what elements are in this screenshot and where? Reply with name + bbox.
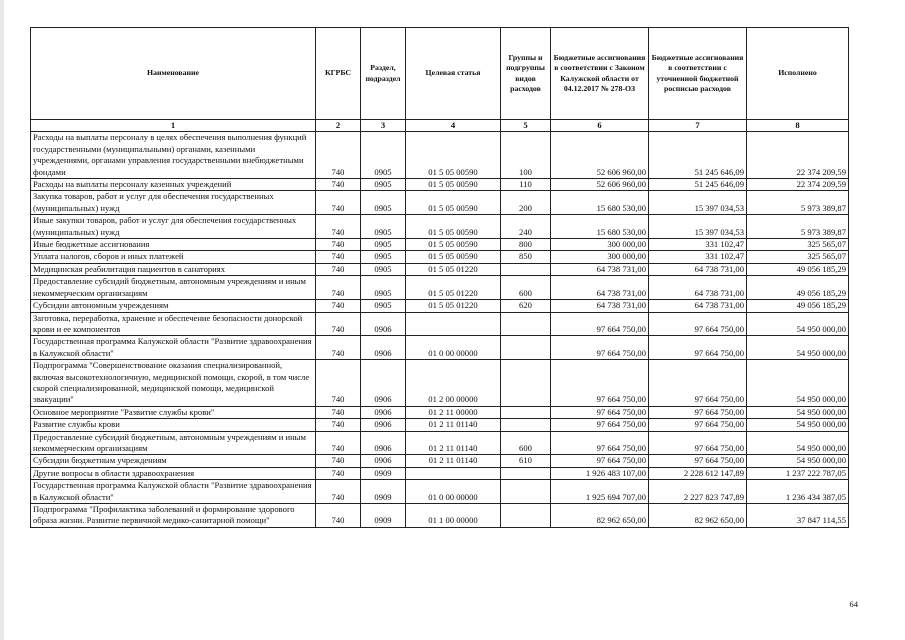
row-refined-amount: 331 102,47	[649, 239, 747, 251]
header-row	[31, 28, 849, 120]
table-row	[31, 300, 849, 312]
row-group: 100	[501, 132, 551, 179]
row-executed-amount: 49 056 185,29	[747, 263, 849, 275]
row-name: Иные закупки товаров, работ и услуг для обеспечения государственных (муниципальных) нужд	[31, 215, 316, 239]
row-kgrbs: 740	[316, 431, 361, 455]
row-target: 01 5 05 01220	[406, 276, 501, 300]
row-section: 0905	[361, 263, 406, 275]
row-executed-amount: 54 950 000,00	[747, 419, 849, 431]
col-header-law: Бюджетные ассигнования в соответствии с Законом Калужской области от 04.12.2017 № 278-ОЗ	[551, 28, 649, 120]
row-refined-amount: 82 962 650,00	[649, 504, 747, 528]
row-kgrbs: 740	[316, 239, 361, 251]
row-target: 01 5 05 00590	[406, 251, 501, 263]
row-name: Уплата налогов, сборов и иных платежей	[31, 251, 316, 263]
row-section: 0909	[361, 504, 406, 528]
row-group	[501, 312, 551, 336]
row-name: Иные бюджетные ассигнования	[31, 239, 316, 251]
row-refined-amount: 97 664 750,00	[649, 419, 747, 431]
table-row	[31, 431, 849, 455]
row-kgrbs: 740	[316, 336, 361, 360]
col-num: 2	[316, 120, 361, 132]
row-law-amount: 97 664 750,00	[551, 406, 649, 418]
row-refined-amount: 51 245 646,09	[649, 179, 747, 191]
row-group	[501, 480, 551, 504]
row-kgrbs: 740	[316, 467, 361, 479]
row-section: 0905	[361, 276, 406, 300]
table-row	[31, 455, 849, 467]
row-target	[406, 467, 501, 479]
row-refined-amount: 15 397 034,53	[649, 215, 747, 239]
row-section: 0906	[361, 419, 406, 431]
row-refined-amount: 2 228 612 147,89	[649, 467, 747, 479]
row-kgrbs: 740	[316, 406, 361, 418]
row-kgrbs: 740	[316, 419, 361, 431]
row-section: 0905	[361, 191, 406, 215]
row-refined-amount: 64 738 731,00	[649, 263, 747, 275]
row-name: Расходы на выплаты персоналу казенных учреждений	[31, 179, 316, 191]
row-law-amount: 1 925 694 707,00	[551, 480, 649, 504]
row-section: 0909	[361, 467, 406, 479]
row-executed-amount: 1 237 222 787,05	[747, 467, 849, 479]
row-kgrbs: 740	[316, 179, 361, 191]
row-refined-amount: 64 738 731,00	[649, 276, 747, 300]
row-law-amount: 97 664 750,00	[551, 336, 649, 360]
row-executed-amount: 1 236 434 387,05	[747, 480, 849, 504]
row-group	[501, 406, 551, 418]
row-group: 850	[501, 251, 551, 263]
page-number: 64	[849, 599, 858, 609]
row-group	[501, 263, 551, 275]
row-law-amount: 52 606 960,00	[551, 132, 649, 179]
row-section: 0906	[361, 360, 406, 407]
col-num: 6	[551, 120, 649, 132]
row-kgrbs: 740	[316, 251, 361, 263]
row-target: 01 5 05 00590	[406, 239, 501, 251]
row-name: Развитие службы крови	[31, 419, 316, 431]
row-law-amount: 82 962 650,00	[551, 504, 649, 528]
row-section: 0905	[361, 132, 406, 179]
budget-table	[30, 27, 849, 528]
col-num: 3	[361, 120, 406, 132]
row-target: 01 1 00 00000	[406, 504, 501, 528]
row-refined-amount: 97 664 750,00	[649, 406, 747, 418]
row-kgrbs: 740	[316, 455, 361, 467]
row-law-amount: 300 000,00	[551, 239, 649, 251]
row-name: Государственная программа Калужской области "Развитие здравоохранения в Калужской области"	[31, 480, 316, 504]
row-name: Заготовка, переработка, хранение и обеспечение безопасности донорской крови и ее компонентов	[31, 312, 316, 336]
table-row	[31, 215, 849, 239]
row-refined-amount: 15 397 034,53	[649, 191, 747, 215]
row-executed-amount: 54 950 000,00	[747, 406, 849, 418]
row-name: Предоставление субсидий бюджетным, автономным учреждениям и иным некоммерческим организациям	[31, 276, 316, 300]
row-kgrbs: 740	[316, 276, 361, 300]
table-row	[31, 251, 849, 263]
row-executed-amount: 5 973 389,87	[747, 215, 849, 239]
row-law-amount: 15 680 530,00	[551, 191, 649, 215]
row-law-amount: 97 664 750,00	[551, 419, 649, 431]
row-refined-amount: 97 664 750,00	[649, 360, 747, 407]
row-section: 0906	[361, 406, 406, 418]
row-executed-amount: 37 847 114,55	[747, 504, 849, 528]
col-header-section: Раздел, подраздел	[361, 28, 406, 120]
row-executed-amount: 325 565,07	[747, 239, 849, 251]
scan-edge	[0, 0, 4, 640]
row-group	[501, 467, 551, 479]
table-row	[31, 239, 849, 251]
row-group	[501, 504, 551, 528]
row-target: 01 5 05 01220	[406, 263, 501, 275]
row-name: Субсидии бюджетным учреждениям	[31, 455, 316, 467]
table-row	[31, 263, 849, 275]
row-target: 01 5 05 00590	[406, 191, 501, 215]
row-name: Предоставление субсидий бюджетным, автономным учреждениям и иным некоммерческим организациям	[31, 431, 316, 455]
row-name: Другие вопросы в области здравоохранения	[31, 467, 316, 479]
row-refined-amount: 64 738 731,00	[649, 300, 747, 312]
row-name: Государственная программа Калужской области "Развитие здравоохранения в Калужской области"	[31, 336, 316, 360]
row-law-amount: 300 000,00	[551, 251, 649, 263]
row-target: 01 5 05 00590	[406, 179, 501, 191]
row-group	[501, 360, 551, 407]
row-group: 600	[501, 276, 551, 300]
row-executed-amount: 54 950 000,00	[747, 360, 849, 407]
col-header-name: Наименование	[31, 28, 316, 120]
row-executed-amount: 325 565,07	[747, 251, 849, 263]
row-kgrbs: 740	[316, 312, 361, 336]
table-row	[31, 336, 849, 360]
row-name: Основное мероприятие "Развитие службы крови"	[31, 406, 316, 418]
table-row	[31, 191, 849, 215]
row-target: 01 2 11 01140	[406, 431, 501, 455]
row-law-amount: 64 738 731,00	[551, 276, 649, 300]
col-header-kgrbs: КГРБС	[316, 28, 361, 120]
table-row	[31, 132, 849, 179]
row-executed-amount: 54 950 000,00	[747, 336, 849, 360]
row-target: 01 2 00 00000	[406, 360, 501, 407]
row-group	[501, 336, 551, 360]
row-target: 01 5 05 00590	[406, 215, 501, 239]
row-law-amount: 1 926 483 107,00	[551, 467, 649, 479]
row-refined-amount: 51 245 646,09	[649, 132, 747, 179]
row-group: 620	[501, 300, 551, 312]
row-refined-amount: 331 102,47	[649, 251, 747, 263]
row-refined-amount: 97 664 750,00	[649, 455, 747, 467]
col-num: 8	[747, 120, 849, 132]
row-group	[501, 419, 551, 431]
row-kgrbs: 740	[316, 263, 361, 275]
row-name: Подпрограмма "Совершенствование оказания специализированной, включая высокотехнологичную, медицинской помощи, скорой, в том числе скорой специализированной, медицинской помощи, медицинской эвакуации"	[31, 360, 316, 407]
col-num: 1	[31, 120, 316, 132]
row-group: 240	[501, 215, 551, 239]
col-header-refined: Бюджетные ассигнования в соответствии с уточненной бюджетной росписью расходов	[649, 28, 747, 120]
table-row	[31, 419, 849, 431]
row-kgrbs: 740	[316, 504, 361, 528]
row-executed-amount: 54 950 000,00	[747, 431, 849, 455]
row-section: 0906	[361, 312, 406, 336]
row-target: 01 0 00 00000	[406, 336, 501, 360]
row-law-amount: 97 664 750,00	[551, 360, 649, 407]
row-section: 0905	[361, 300, 406, 312]
table-row	[31, 179, 849, 191]
table-row	[31, 504, 849, 528]
row-law-amount: 97 664 750,00	[551, 431, 649, 455]
table-row	[31, 276, 849, 300]
row-section: 0906	[361, 455, 406, 467]
row-executed-amount: 49 056 185,29	[747, 276, 849, 300]
table-row	[31, 312, 849, 336]
row-law-amount: 64 738 731,00	[551, 300, 649, 312]
row-executed-amount: 49 056 185,29	[747, 300, 849, 312]
table-row	[31, 480, 849, 504]
row-executed-amount: 22 374 209,59	[747, 132, 849, 179]
row-name: Подпрограмма "Профилактика заболеваний и формирование здорового образа жизни. Развитие первичной медико-санитарной помощи"	[31, 504, 316, 528]
row-group: 600	[501, 431, 551, 455]
row-refined-amount: 97 664 750,00	[649, 431, 747, 455]
row-kgrbs: 740	[316, 215, 361, 239]
table-row	[31, 406, 849, 418]
row-group: 800	[501, 239, 551, 251]
table-row	[31, 360, 849, 407]
row-law-amount: 97 664 750,00	[551, 312, 649, 336]
row-group: 610	[501, 455, 551, 467]
row-executed-amount: 22 374 209,59	[747, 179, 849, 191]
row-executed-amount: 5 973 389,87	[747, 191, 849, 215]
row-executed-amount: 54 950 000,00	[747, 455, 849, 467]
row-refined-amount: 97 664 750,00	[649, 312, 747, 336]
row-group: 110	[501, 179, 551, 191]
row-name: Субсидии автономным учреждениям	[31, 300, 316, 312]
row-kgrbs: 740	[316, 191, 361, 215]
column-number-row	[31, 120, 849, 132]
row-group: 200	[501, 191, 551, 215]
row-target	[406, 312, 501, 336]
col-header-executed: Исполнено	[747, 28, 849, 120]
col-num: 7	[649, 120, 747, 132]
row-law-amount: 64 738 731,00	[551, 263, 649, 275]
col-num: 4	[406, 120, 501, 132]
row-section: 0906	[361, 336, 406, 360]
row-refined-amount: 2 227 823 747,89	[649, 480, 747, 504]
row-section: 0905	[361, 179, 406, 191]
col-num: 5	[501, 120, 551, 132]
row-kgrbs: 740	[316, 300, 361, 312]
row-law-amount: 15 680 530,00	[551, 215, 649, 239]
table-row	[31, 467, 849, 479]
row-refined-amount: 97 664 750,00	[649, 336, 747, 360]
row-kgrbs: 740	[316, 480, 361, 504]
row-kgrbs: 740	[316, 132, 361, 179]
row-target: 01 5 05 00590	[406, 132, 501, 179]
row-section: 0906	[361, 431, 406, 455]
row-law-amount: 52 606 960,00	[551, 179, 649, 191]
row-section: 0905	[361, 239, 406, 251]
row-target: 01 5 05 01220	[406, 300, 501, 312]
table-body	[31, 132, 849, 527]
col-header-target: Целевая статья	[406, 28, 501, 120]
col-header-group: Группы и подгруппы видов расходов	[501, 28, 551, 120]
row-target: 01 2 11 00000	[406, 406, 501, 418]
row-name: Медицинская реабилитация пациентов в санаториях	[31, 263, 316, 275]
row-law-amount: 97 664 750,00	[551, 455, 649, 467]
row-target: 01 2 11 01140	[406, 455, 501, 467]
row-executed-amount: 54 950 000,00	[747, 312, 849, 336]
row-target: 01 0 00 00000	[406, 480, 501, 504]
row-name: Закупка товаров, работ и услуг для обеспечения государственных (муниципальных) нужд	[31, 191, 316, 215]
row-target: 01 2 11 01140	[406, 419, 501, 431]
row-section: 0905	[361, 251, 406, 263]
row-section: 0905	[361, 215, 406, 239]
row-section: 0909	[361, 480, 406, 504]
row-name: Расходы на выплаты персоналу в целях обеспечения выполнения функций государственными (муниципальными) органами, казенными учреждениями, органами управления государственными внебюджетными фондами	[31, 132, 316, 179]
row-kgrbs: 740	[316, 360, 361, 407]
